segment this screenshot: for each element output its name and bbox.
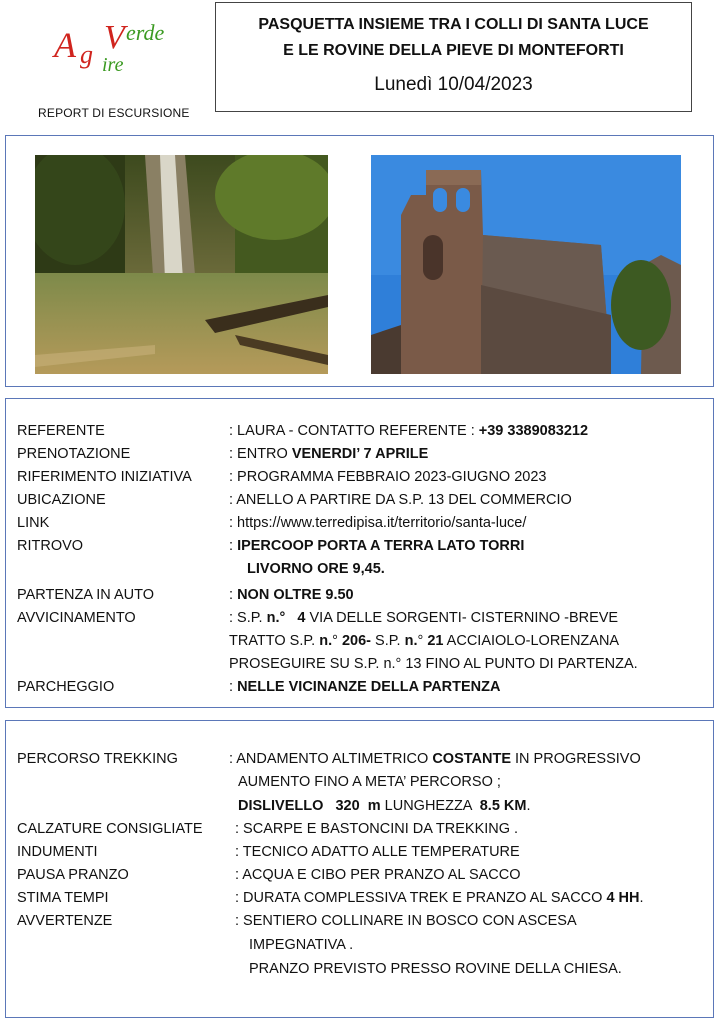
- ritrovo-label: RITROVO: [17, 538, 84, 554]
- riferimento-label: RIFERIMENTO INIZIATIVA: [17, 469, 192, 485]
- prenotazione-deadline: VENERDI’ 7 APRILE: [291, 446, 429, 462]
- referente-phone: +39 3389083212: [478, 423, 589, 439]
- avvertenze-line-3: PRANZO PREVISTO PRESSO ROVINE DELLA CHIESA.: [249, 961, 622, 977]
- calzature-label: CALZATURE CONSIGLIATE: [17, 821, 203, 837]
- referente-label: REFERENTE: [17, 423, 105, 439]
- stima-value: [235, 888, 644, 908]
- percorso-dot: .: [526, 798, 531, 814]
- avvertenze-label: AVVERTENZE: [17, 913, 113, 929]
- logistics-box: [5, 398, 714, 708]
- logo-text-erde: erde: [126, 20, 165, 45]
- title-line-2: E LE ROVINE DELLA PIEVE DI MONTEFORTI: [283, 42, 624, 59]
- avv-l2-e: S.P.: [371, 633, 405, 649]
- prenotazione-label: PRENOTAZIONE: [17, 446, 131, 462]
- trekking-box: [5, 720, 714, 1018]
- stima-label: STIMA TEMPI: [17, 890, 109, 906]
- percorso-lunghezza-label: LUNGHEZZA: [380, 798, 480, 814]
- avvertenze-line-1: : SENTIERO COLLINARE IN BOSCO CON ASCESA: [235, 913, 577, 929]
- avvicinamento-line-2: [229, 631, 619, 651]
- calzature-value: : SCARPE E BASTONCINI DA TREKKING .: [235, 821, 519, 837]
- percorso-line-1: [229, 749, 641, 769]
- avv-l2-d: 206-: [341, 633, 371, 649]
- ritrovo-time-text: LIVORNO ORE 9,45.: [247, 561, 385, 577]
- pausa-value: : ACQUA E CIBO PER PRANZO AL SACCO: [235, 867, 521, 883]
- ritrovo-place: IPERCOOP PORTA A TERRA LATO TORRI: [237, 538, 525, 554]
- percorso-label: PERCORSO TREKKING: [17, 751, 178, 767]
- indumenti-value: : TECNICO ADATTO ALLE TEMPERATURE: [235, 844, 520, 860]
- title-box: [215, 2, 692, 112]
- partenza-colon: :: [229, 587, 238, 603]
- prenotazione-value: [229, 444, 428, 464]
- percorso-lunghezza: 8.5 KM: [479, 798, 527, 814]
- partenza-time: NON OLTRE 9.50: [237, 587, 354, 603]
- link-label: LINK: [17, 515, 50, 531]
- stima-hours: 4 HH: [606, 890, 640, 906]
- avv-l1-d: 4: [297, 610, 306, 626]
- avv-l1-c: [285, 610, 297, 626]
- ritrovo-time: [247, 559, 385, 579]
- avv-l1-e: VIA DELLE SORGENTI- CISTERNINO -BREVE: [305, 610, 619, 626]
- percorso-l1-a: : ANDAMENTO ALTIMETRICO: [229, 751, 433, 767]
- waterfall-photo: [35, 155, 328, 374]
- logo-text-ire: ire: [102, 54, 124, 76]
- stima-dot: .: [639, 890, 644, 906]
- avv-l2-a: TRATTO S.P.: [229, 633, 320, 649]
- percorso-line-2: AUMENTO FINO A META’ PERCORSO ;: [238, 774, 501, 790]
- title-line-1: PASQUETTA INSIEME TRA I COLLI DI SANTA LUCE: [258, 16, 649, 33]
- logo-letter-g: g: [80, 40, 93, 69]
- report-label: REPORT DI ESCURSIONE: [38, 106, 190, 120]
- avvicinamento-label: AVVICINAMENTO: [17, 610, 136, 626]
- partenza-value: [229, 585, 354, 605]
- avvicinamento-line-3: PROSEGUIRE SU S.P. n.° 13 FINO AL PUNTO DI PARTENZA.: [229, 656, 638, 672]
- agv-logo: [50, 14, 190, 84]
- photo-box: [5, 135, 714, 387]
- avv-l2-b: n.: [319, 633, 333, 649]
- ritrovo-value: [229, 536, 524, 556]
- percorso-dislivello: DISLIVELLO 320 m: [238, 798, 381, 814]
- avv-l1-a: : S.P.: [229, 610, 267, 626]
- parcheggio-label: PARCHEGGIO: [17, 679, 115, 695]
- percorso-l1-c: IN PROGRESSIVO: [511, 751, 641, 767]
- indumenti-label: INDUMENTI: [17, 844, 98, 860]
- event-date: Lunedì 10/04/2023: [374, 74, 533, 95]
- percorso-l1-b: COSTANTE: [432, 751, 511, 767]
- prenotazione-text: : ENTRO: [229, 446, 292, 462]
- event-title: [216, 12, 691, 64]
- logo-letter-v: V: [104, 19, 125, 56]
- avvertenze-line-2: IMPEGNATIVA .: [249, 937, 354, 953]
- ritrovo-colon: :: [229, 538, 238, 554]
- church-ruins-photo: [371, 155, 681, 374]
- avv-l2-g: °: [417, 633, 428, 649]
- avv-l2-h: 21: [427, 633, 444, 649]
- logo-letter-a: A: [54, 25, 76, 65]
- stima-text: : DURATA COMPLESSIVA TREK E PRANZO AL SACCO: [235, 890, 607, 906]
- avv-l2-c: °: [332, 633, 342, 649]
- parcheggio-text: NELLE VICINANZE DELLA PARTENZA: [237, 679, 501, 695]
- parcheggio-colon: :: [229, 679, 238, 695]
- percorso-line-3: [238, 796, 531, 816]
- referente-value: [229, 421, 588, 441]
- pausa-label: PAUSA PRANZO: [17, 867, 129, 883]
- referente-text: : LAURA - CONTATTO REFERENTE :: [229, 423, 479, 439]
- avvicinamento-line-1: [229, 608, 618, 628]
- riferimento-value: : PROGRAMMA FEBBRAIO 2023-GIUGNO 2023: [229, 469, 547, 485]
- ubicazione-label: UBICAZIONE: [17, 492, 106, 508]
- parcheggio-value: [229, 677, 500, 697]
- link-value[interactable]: : https://www.terredipisa.it/territorio/santa-luce/: [229, 515, 527, 531]
- avv-l1-b: n.°: [266, 610, 286, 626]
- avv-l2-i: ACCIAIOLO-LORENZANA: [443, 633, 620, 649]
- avv-l2-f: n.: [404, 633, 418, 649]
- partenza-label: PARTENZA IN AUTO: [17, 587, 154, 603]
- ubicazione-value: : ANELLO A PARTIRE DA S.P. 13 DEL COMMERCIO: [229, 492, 572, 508]
